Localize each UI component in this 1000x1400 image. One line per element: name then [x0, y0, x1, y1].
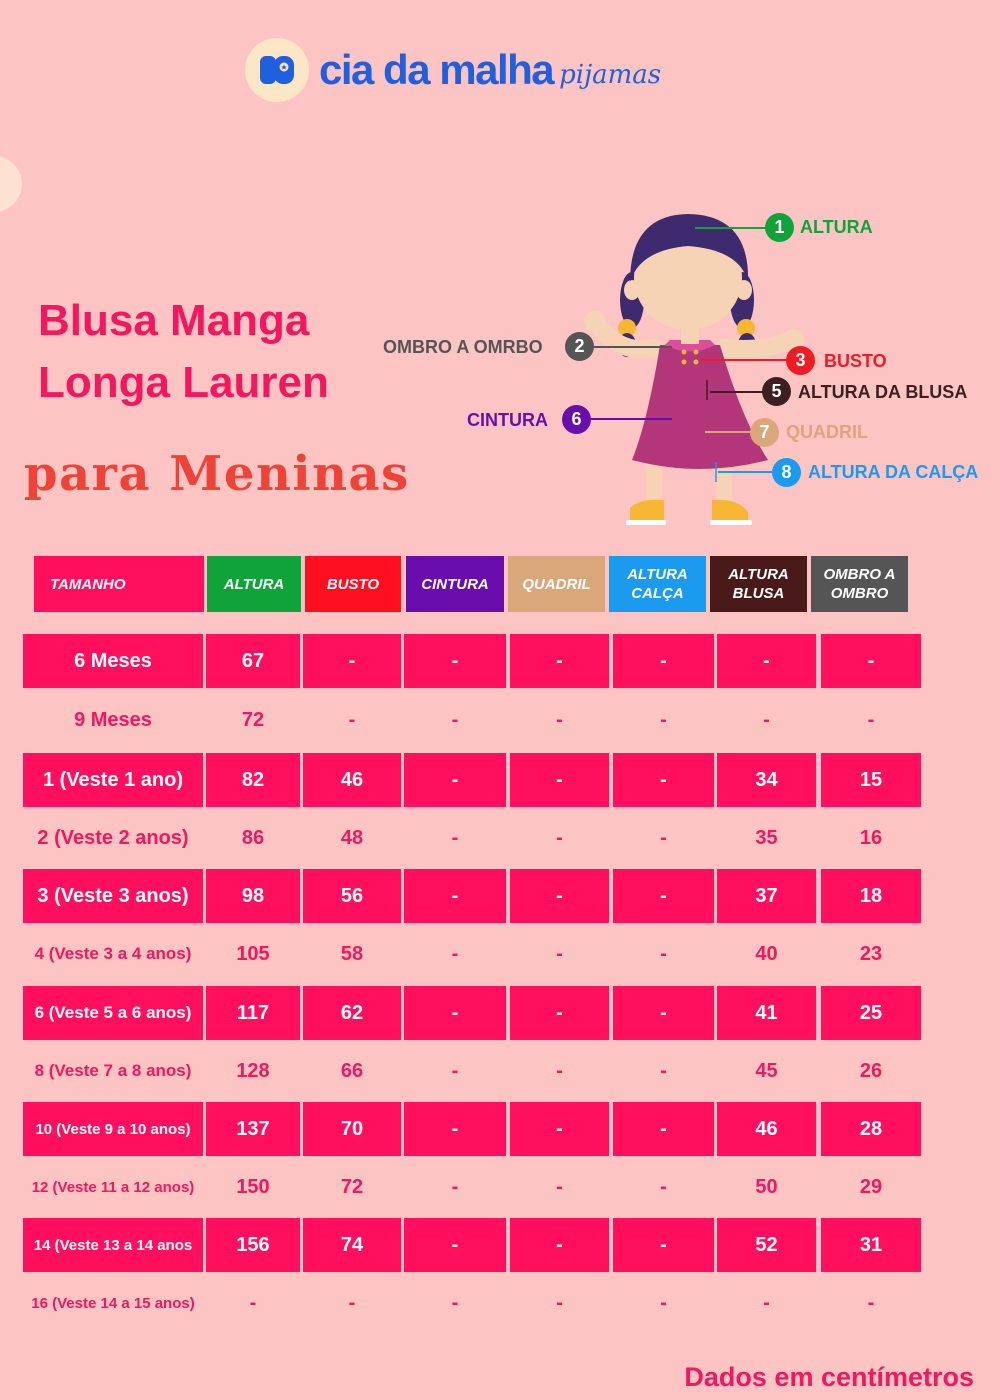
value-cell: 48	[340, 826, 364, 849]
size-cell: 6 Meses	[23, 634, 203, 688]
table-row	[0, 1276, 1000, 1330]
size-cell: 4 (Veste 3 a 4 anos)	[34, 944, 192, 963]
value-cell: 62	[303, 986, 401, 1040]
measure-cintura-label: CINTURA	[467, 410, 548, 430]
brand-name: cia da malha	[319, 46, 554, 93]
value-cell: 117	[206, 986, 300, 1040]
value-cell: 45	[755, 1059, 778, 1082]
measure-6-badge: 6	[562, 405, 591, 434]
table-row	[0, 1102, 1000, 1156]
value-cell: -	[404, 986, 506, 1040]
brand-sub: pijamas	[559, 60, 662, 90]
value-cell: -	[404, 1218, 506, 1272]
value-cell: -	[613, 1102, 714, 1156]
table-row	[0, 1160, 1000, 1214]
value-cell: 26	[859, 1059, 883, 1082]
value-cell: -	[556, 942, 563, 965]
value-cell: 58	[340, 942, 364, 965]
measure-ombro-label: OMBRO A OMRBO	[383, 337, 543, 357]
value-cell: -	[451, 708, 459, 731]
girl-illustration	[0, 0, 1000, 540]
value-cell: -	[763, 1291, 770, 1314]
value-cell: 46	[303, 753, 401, 807]
value-cell: -	[348, 708, 356, 731]
value-cell: 137	[206, 1102, 300, 1156]
measure-3-badge: 3	[786, 346, 815, 375]
value-cell: 72	[340, 1175, 364, 1198]
value-cell: -	[510, 1102, 609, 1156]
value-cell: -	[660, 942, 667, 965]
value-cell: 25	[821, 986, 921, 1040]
measure-1-badge: 1	[765, 213, 794, 242]
measure-busto-label: BUSTO	[824, 351, 887, 371]
value-cell: -	[510, 869, 609, 923]
value-cell: -	[867, 1291, 875, 1314]
value-cell: -	[404, 1102, 506, 1156]
table-row	[0, 811, 1000, 865]
value-cell: -	[451, 1175, 459, 1198]
header-cintura: CINTURA	[406, 556, 504, 612]
value-cell: 37	[717, 869, 816, 923]
value-cell: 16	[859, 826, 883, 849]
value-cell: 34	[717, 753, 816, 807]
value-cell: -	[404, 634, 506, 688]
header-quadril: QUADRIL	[508, 556, 605, 612]
measure-5-badge: 5	[762, 377, 791, 406]
size-cell: 3 (Veste 3 anos)	[23, 869, 203, 923]
value-cell: 150	[236, 1175, 270, 1198]
value-cell: 46	[717, 1102, 816, 1156]
table-row	[0, 1044, 1000, 1098]
value-cell: 98	[206, 869, 300, 923]
size-cell: 6 (Veste 5 a 6 anos)	[23, 986, 203, 1040]
header-altura-calca: ALTURA CALÇA	[609, 556, 706, 612]
value-cell: -	[660, 708, 667, 731]
header-busto: BUSTO	[305, 556, 401, 612]
size-cell: 1 (Veste 1 ano)	[23, 753, 203, 807]
value-cell: 23	[859, 942, 883, 965]
value-cell: 128	[236, 1059, 270, 1082]
value-cell: -	[348, 1291, 356, 1314]
header-altura-blusa: ALTURA BLUSA	[710, 556, 807, 612]
value-cell: -	[451, 826, 459, 849]
value-cell: 66	[340, 1059, 364, 1082]
value-cell: 35	[755, 826, 778, 849]
value-cell: 74	[303, 1218, 401, 1272]
value-cell: -	[763, 708, 770, 731]
title-line-2: Longa Lauren	[38, 358, 329, 407]
value-cell: -	[717, 634, 816, 688]
title-line-1: Blusa Manga	[38, 296, 310, 345]
value-cell: 56	[303, 869, 401, 923]
value-cell: -	[404, 869, 506, 923]
value-cell: -	[660, 826, 667, 849]
measure-2-badge: 2	[565, 332, 594, 361]
value-cell: -	[613, 753, 714, 807]
value-cell: 105	[236, 942, 270, 965]
measure-altura-blusa-label: ALTURA DA BLUSA	[798, 382, 968, 402]
value-cell: -	[867, 708, 875, 731]
value-cell: -	[510, 1218, 609, 1272]
header-tamanho: TAMANHO	[34, 556, 204, 612]
value-cell: -	[249, 1291, 257, 1314]
value-cell: -	[404, 753, 506, 807]
header-altura: ALTURA	[207, 556, 301, 612]
size-cell: 8 (Veste 7 a 8 anos)	[34, 1061, 192, 1080]
value-cell: -	[613, 986, 714, 1040]
value-cell: 28	[821, 1102, 921, 1156]
table-row	[0, 869, 1000, 923]
measure-quadril-label: QUADRIL	[786, 422, 868, 442]
measure-8-badge: 8	[772, 458, 801, 487]
value-cell: -	[556, 1291, 563, 1314]
size-cell: 9 Meses	[74, 708, 152, 731]
value-cell: -	[510, 986, 609, 1040]
value-cell: -	[613, 1218, 714, 1272]
measure-altura-label: ALTURA	[800, 217, 873, 237]
value-cell: -	[556, 1059, 563, 1082]
value-cell: 67	[206, 634, 300, 688]
value-cell: -	[556, 1175, 563, 1198]
value-cell: -	[451, 1291, 459, 1314]
value-cell: 29	[859, 1175, 883, 1198]
value-cell: -	[613, 869, 714, 923]
value-cell: -	[556, 708, 563, 731]
value-cell: -	[556, 826, 563, 849]
units-note: Dados em centímetros	[684, 1362, 974, 1392]
size-cell: 12 (Veste 11 a 12 anos)	[31, 1178, 195, 1196]
table-row	[0, 986, 1000, 1040]
value-cell: 18	[821, 869, 921, 923]
size-cell: 14 (Veste 13 a 14 anos	[23, 1218, 203, 1272]
value-cell: -	[821, 634, 921, 688]
measurement-figure	[0, 0, 1000, 540]
value-cell: 86	[241, 826, 265, 849]
value-cell: -	[660, 1175, 667, 1198]
value-cell: -	[613, 634, 714, 688]
measure-7-badge: 7	[750, 418, 779, 447]
product-subtitle: para Meninas	[24, 446, 410, 502]
value-cell: -	[451, 1059, 459, 1082]
value-cell: 15	[821, 753, 921, 807]
table-row	[0, 1218, 1000, 1272]
value-cell: 72	[241, 708, 265, 731]
size-cell: 2 (Veste 2 anos)	[37, 826, 189, 849]
value-cell: -	[660, 1059, 667, 1082]
table-row	[0, 753, 1000, 807]
header-ombro: OMBRO A OMBRO	[811, 556, 908, 612]
value-cell: 31	[821, 1218, 921, 1272]
value-cell: 41	[717, 986, 816, 1040]
value-cell: 156	[206, 1218, 300, 1272]
measure-altura-calca-label: ALTURA DA CALÇA	[808, 462, 979, 482]
size-cell: 16 (Veste 14 a 15 anos)	[31, 1294, 195, 1312]
table-row	[0, 693, 1000, 747]
value-cell: 82	[206, 753, 300, 807]
value-cell: -	[510, 753, 609, 807]
value-cell: 50	[755, 1175, 778, 1198]
value-cell: 40	[755, 942, 778, 965]
size-cell: 10 (Veste 9 a 10 anos)	[23, 1102, 203, 1156]
value-cell: -	[451, 942, 459, 965]
value-cell: 52	[717, 1218, 816, 1272]
value-cell: 70	[303, 1102, 401, 1156]
value-cell: -	[660, 1291, 667, 1314]
value-cell: -	[303, 634, 401, 688]
table-row	[0, 634, 1000, 688]
table-row	[0, 927, 1000, 981]
value-cell: -	[510, 634, 609, 688]
